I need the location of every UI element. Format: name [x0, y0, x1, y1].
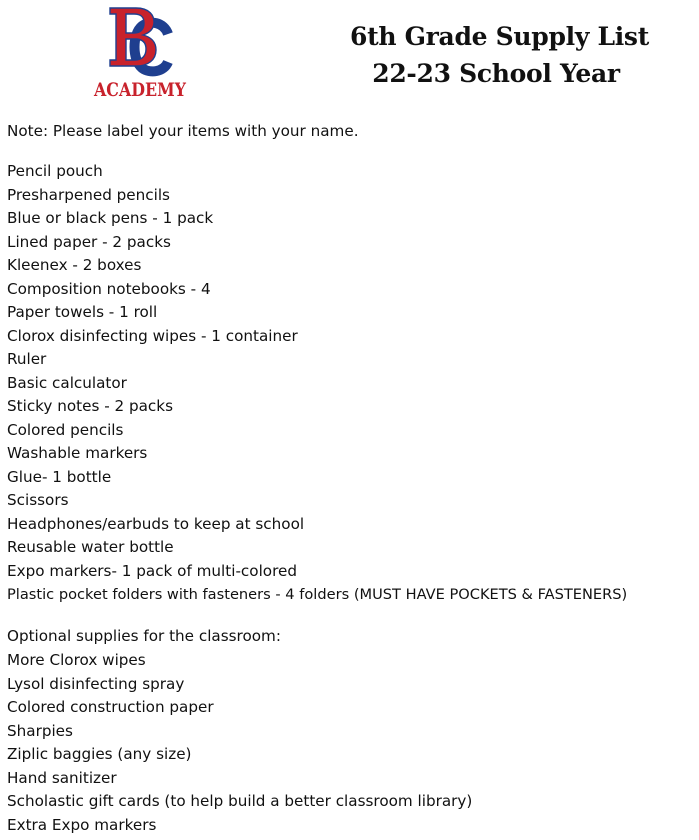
supply-item: Clorox disinfecting wipes - 1 container — [7, 326, 298, 345]
optional-heading: Optional supplies for the classroom: — [7, 627, 281, 645]
supply-item: Reusable water bottle — [7, 538, 174, 556]
supply-item: Plastic pocket folders with fasteners - 4 folders (MUST HAVE POCKETS & FASTENERS) — [7, 586, 628, 603]
supply-item: Expo markers- 1 pack of multi-colored — [7, 561, 297, 580]
optional-item: Sharpies — [7, 721, 73, 740]
optional-item: Hand sanitizer — [7, 768, 117, 787]
title-line-2: 22-23 School Year — [372, 59, 620, 88]
optional-item: More Clorox wipes — [7, 651, 146, 669]
supply-item: Paper towels - 1 roll — [7, 303, 158, 321]
page-title — [350, 18, 649, 92]
optional-supply-list — [7, 649, 472, 837]
supply-item: Headphones/earbuds to keep at school — [7, 514, 305, 533]
supply-item: Colored pencils — [7, 420, 124, 439]
optional-item: Extra Expo markers — [7, 815, 157, 834]
supply-item: Composition notebooks - 4 — [7, 279, 211, 298]
bc-academy-logo — [92, 4, 188, 100]
supply-item: Presharpened pencils — [7, 185, 170, 204]
supply-list — [7, 160, 627, 607]
supply-item: Sticky notes - 2 packs — [7, 397, 173, 415]
optional-item: Colored construction paper — [7, 698, 214, 716]
supply-item: Kleenex - 2 boxes — [7, 256, 142, 274]
supply-item: Washable markers — [7, 444, 148, 462]
supply-item: Scissors — [7, 491, 69, 509]
supply-item: Ruler — [7, 350, 47, 368]
supply-item: Glue- 1 bottle — [7, 467, 112, 486]
optional-item: Ziplic baggies (any size) — [7, 745, 192, 763]
optional-item: Scholastic gift cards (to help build a better classroom library) — [7, 792, 473, 810]
supply-item: Blue or black pens - 1 pack — [7, 209, 214, 227]
bc-academy-logo-graphic — [92, 4, 188, 100]
title-line-1: 6th Grade Supply List — [350, 22, 649, 51]
label-note: Note: Please label your items with your name. — [7, 122, 359, 140]
supply-item: Basic calculator — [7, 373, 127, 392]
optional-item: Lysol disinfecting spray — [7, 674, 185, 693]
supply-item: Pencil pouch — [7, 162, 103, 180]
logo-word: ACADEMY — [93, 79, 187, 101]
supply-item: Lined paper - 2 packs — [7, 232, 171, 251]
